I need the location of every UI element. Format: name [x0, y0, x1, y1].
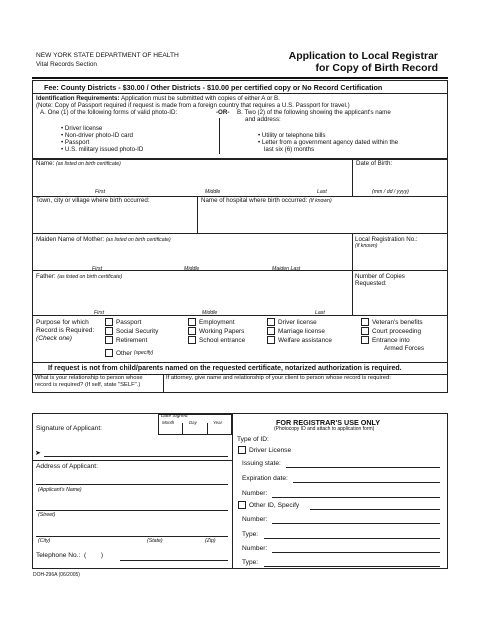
checkbox[interactable] — [267, 336, 275, 344]
other-id-line[interactable] — [310, 509, 440, 510]
street-caption: (Street) — [38, 512, 56, 518]
or-text: -OR- — [216, 109, 230, 116]
zip-caption: (Zip) — [205, 538, 216, 544]
signature-rule — [32, 460, 232, 461]
registration-divider — [352, 233, 353, 270]
address-label: Address of Applicant: — [36, 463, 98, 470]
mother-field[interactable] — [36, 245, 350, 263]
checkbox[interactable] — [105, 336, 113, 344]
copies-field[interactable] — [355, 290, 444, 310]
purpose-veterans-option[interactable] — [361, 318, 423, 326]
purpose-retirement-option[interactable] — [105, 336, 147, 344]
type-label: Type: — [242, 531, 259, 538]
option-label: Entrance into — [372, 336, 410, 344]
number3-label: Number: — [242, 545, 268, 552]
row-rule-3 — [32, 270, 448, 271]
purpose-employment-option[interactable] — [188, 318, 235, 326]
applicant-name-caption: (Applicant's Name) — [38, 487, 82, 493]
checkbox[interactable] — [188, 336, 196, 344]
option-label: Employment — [199, 318, 235, 326]
mother-first-caption: First — [92, 266, 103, 272]
signature-line[interactable] — [44, 456, 228, 457]
other-hint: (specify) — [133, 350, 154, 356]
type-line[interactable] — [264, 538, 440, 539]
row-rule-4 — [32, 315, 448, 316]
town-field[interactable] — [36, 205, 194, 231]
registrar-title: FOR REGISTRAR'S USE ONLY — [276, 418, 381, 427]
telephone-label: Telephone No.: ( ) — [36, 552, 104, 559]
date-divider-2 — [207, 423, 208, 435]
checkbox[interactable] — [361, 336, 369, 344]
option-label: Social Security — [116, 327, 159, 335]
hospital-label: Name of hospital where birth occurred: — [201, 197, 308, 204]
a-item-4: • U.S. military issued photo-ID — [61, 146, 144, 153]
b-item-1: • Utility or telephone bills — [258, 132, 326, 139]
purpose-driver-license-option[interactable] — [267, 318, 317, 326]
issuing-state-line[interactable] — [286, 467, 440, 468]
state-caption: (State) — [147, 538, 163, 544]
mother-last-caption: Maiden Last — [272, 266, 301, 272]
signature-arrow-icon: ➤ — [35, 450, 41, 457]
date-signed-label: Date Signed: — [161, 414, 189, 419]
father-label: Father: — [36, 273, 56, 280]
fee-rule — [32, 93, 448, 94]
registration-field[interactable] — [355, 251, 444, 267]
hospital-field[interactable] — [201, 205, 444, 231]
option-label: Marriage license — [278, 327, 325, 335]
fee-text: Fee: County Districts - $30.00 / Other Districts - $10.00 per certified copy or No Record Certification — [44, 83, 383, 92]
city-line[interactable] — [36, 536, 228, 537]
type2-label: Type: — [242, 559, 259, 566]
purpose-passport-option[interactable] — [105, 318, 141, 326]
mother-label: Maiden Name of Mother: — [36, 236, 105, 243]
option-label: Other — [116, 349, 132, 357]
number3-line[interactable] — [272, 552, 440, 553]
attorney-question: If attorney, give name and relationship of your client to person whose record is required: — [166, 375, 391, 381]
checkbox[interactable] — [238, 501, 246, 509]
expiration-line[interactable] — [293, 482, 440, 483]
purpose-label1: Purpose for which — [36, 319, 89, 326]
option-a-text: A. One (1) of the following forms of valid photo-ID: — [40, 109, 178, 116]
type2-line[interactable] — [264, 566, 440, 567]
month-caption: Month — [162, 420, 175, 425]
form-number: DOH-296A (06/2005) — [33, 572, 80, 578]
purpose-working-papers-option[interactable] — [188, 327, 244, 335]
form-title-line2: for Copy of Birth Record — [315, 62, 438, 74]
purpose-school-option[interactable] — [188, 336, 245, 344]
registration-label: Local Registration No.: — [355, 236, 418, 243]
other-id-option[interactable] — [238, 501, 299, 509]
checkbox[interactable] — [361, 327, 369, 335]
a-item-2: • Non-driver photo-ID card — [61, 132, 133, 139]
checkbox[interactable] — [188, 327, 196, 335]
applicant-name-line[interactable] — [36, 484, 228, 485]
name-middle-caption: Middle — [205, 189, 221, 195]
issuing-state-label: Issuing state: — [242, 460, 281, 467]
name-field[interactable] — [36, 168, 350, 186]
b-item-2: • Letter from a government agency dated within the — [258, 139, 399, 146]
registrar-subtitle: (Photocopy ID and attach to application form) — [274, 426, 375, 432]
dob-divider — [352, 159, 353, 197]
option-label: School entrance — [199, 336, 246, 344]
copies-label: Number of Copies — [355, 273, 405, 280]
city-caption: (City) — [38, 538, 51, 544]
father-middle-caption: Middle — [202, 310, 218, 316]
checkbox[interactable] — [267, 318, 275, 326]
driver-license-option[interactable] — [238, 446, 291, 454]
dob-field[interactable] — [356, 168, 444, 186]
purpose-label2: Record is Required: — [36, 327, 95, 334]
option-label: Driver license — [278, 318, 317, 326]
number2-line[interactable] — [272, 523, 440, 524]
purpose-welfare-option[interactable] — [267, 336, 332, 344]
ident-divider — [219, 118, 220, 154]
name-last-caption: Last — [317, 189, 327, 195]
father-field[interactable] — [36, 282, 350, 304]
year-caption: Year — [213, 420, 223, 425]
ident-title: Identification Requirements: — [36, 95, 120, 102]
checkbox[interactable] — [105, 318, 113, 326]
day-caption: Day — [189, 420, 197, 425]
option-label: Driver License — [249, 446, 292, 454]
checkbox[interactable] — [238, 446, 246, 454]
town-divider — [197, 196, 198, 234]
a-item-3: • Passport — [61, 139, 90, 146]
option-label: Welfare assistance — [278, 336, 332, 344]
copies-label2: Requested: — [355, 280, 387, 287]
header-rule — [32, 77, 448, 79]
notarized-notice: If request is not from child/parents named on the requested certificate, notarized authorization is required. — [48, 365, 402, 372]
number-label: Number: — [242, 490, 268, 497]
dob-format-caption: (mm / dd / yyyy) — [372, 189, 409, 195]
mother-middle-caption: Middle — [184, 266, 200, 272]
dob-label: Date of Birth: — [356, 160, 393, 167]
option-label: Passport — [116, 318, 142, 326]
a-item-1: • Driver license — [61, 125, 103, 132]
checkbox[interactable] — [361, 318, 369, 326]
expiration-label: Expiration date: — [242, 475, 288, 482]
checkbox[interactable] — [105, 349, 113, 357]
option-b-text2: and address: — [245, 116, 281, 123]
ident-text: Application must be submitted with copies of either A or B. — [120, 95, 280, 102]
name-hint: (as listed on birth certificate) — [55, 161, 121, 167]
name-label: Name: — [36, 160, 55, 167]
department-name: NEW YORK STATE DEPARTMENT OF HEALTH — [36, 52, 179, 59]
option-label: Veteran's benefits — [372, 318, 423, 326]
checkbox[interactable] — [267, 327, 275, 335]
number2-label: Number: — [242, 516, 268, 523]
form-title-line1: Application to Local Registrar — [288, 50, 438, 62]
town-label: Town, city or village where birth occurred: — [36, 197, 150, 204]
copies-divider — [352, 270, 353, 315]
purpose-other-option[interactable] — [105, 349, 153, 357]
option-label: Court proceeding — [372, 327, 422, 335]
row-rule-5 — [32, 362, 448, 363]
street-line[interactable] — [36, 510, 228, 511]
purpose-social-security-option[interactable] — [105, 327, 158, 335]
signature-label: Signature of Applicant: — [36, 425, 102, 432]
relationship-question: What is your relationship to person whose — [35, 375, 143, 381]
purpose-court-option[interactable] — [361, 327, 421, 335]
telephone-line[interactable] — [120, 560, 228, 561]
type-of-id-label: Type of ID: — [237, 436, 269, 443]
option-label: Working Papers — [199, 327, 245, 335]
purpose-marriage-option[interactable] — [267, 327, 325, 335]
father-first-caption: First — [94, 310, 105, 316]
date-divider-1 — [182, 423, 183, 435]
name-first-caption: First — [95, 189, 106, 195]
purpose-armed-forces-option[interactable] — [361, 336, 410, 344]
mother-hint: (as listed on birth certificate) — [105, 237, 171, 243]
armed-forces-label2: Armed Forces — [384, 345, 425, 352]
father-hint: (as listed on birth certificate) — [57, 274, 123, 280]
row-rule-2 — [32, 233, 448, 234]
father-last-caption: Last — [315, 310, 325, 316]
ident-note: (Note: Copy of Passport required if request is made from a foreign country that requires a U.S. Passport for travel.) — [36, 102, 350, 109]
option-b-text: B. Two (2) of the following showing the applicant's name — [237, 109, 391, 116]
b-item-3: last six (6) months — [264, 146, 315, 153]
section-name: Vital Records Section — [36, 61, 97, 68]
number-line[interactable] — [272, 497, 440, 498]
hospital-hint: (If known) — [309, 198, 332, 204]
registration-hint: (if known) — [355, 243, 378, 249]
purpose-label3: (Check one) — [36, 335, 72, 342]
checkbox[interactable] — [188, 318, 196, 326]
option-label: Retirement — [116, 336, 148, 344]
relationship-divider — [163, 374, 164, 393]
registrar-divider — [232, 413, 233, 569]
checkbox[interactable] — [105, 327, 113, 335]
option-label: Other ID, Specify — [249, 501, 300, 509]
relationship-question2: record is required? (If self, state "SELF".) — [35, 382, 141, 388]
